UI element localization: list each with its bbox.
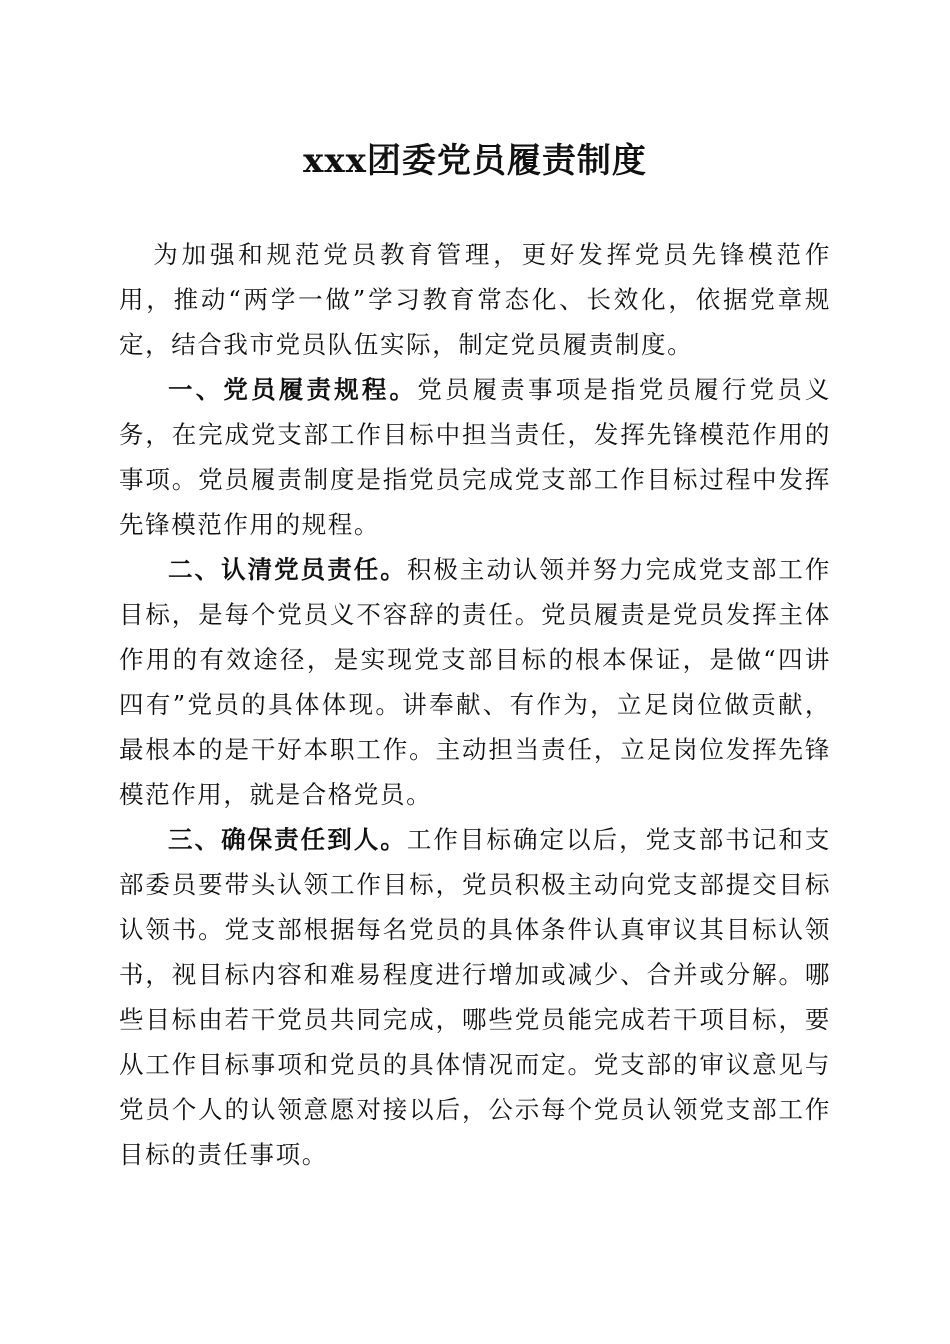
section-2-heading: 二、认清党员责任。 <box>168 555 407 584</box>
section-2-text: 积极主动认领并努力完成党支部工作目标，是每个党员义不容辞的责任。党员履责是党员发挥主体作用的有效途径，是实现党支部目标的根本保证，是做“四讲四有”党员的具体体现。讲奉献、有作为，立足岗位做贡献，最根本的是干好本职工作。主动担当责任，立足岗位发挥先锋模范作用，就是合格党员。 <box>119 555 831 809</box>
section-3-heading: 三、确保责任到人。 <box>168 825 407 854</box>
section-3-paragraph <box>119 817 831 1177</box>
section-2-paragraph <box>119 547 831 817</box>
section-1-text: 党员履责事项是指党员履行党员义务，在完成党支部工作目标中担当责任，发挥先锋模范作用的事项。党员履责制度是指党员完成党支部工作目标过程中发挥先锋模范作用的规程。 <box>119 375 831 539</box>
intro-paragraph: 为加强和规范党员教育管理，更好发挥党员先锋模范作用，推动“两学一做”学习教育常态化、长效化，依据党章规定，结合我市党员队伍实际，制定党员履责制度。 <box>119 240 831 359</box>
document-body <box>119 232 831 1177</box>
section-1-paragraph <box>119 367 831 547</box>
document-title: xxx团委党员履责制度 <box>303 141 647 181</box>
section-1-heading: 一、党员履责规程。 <box>168 375 418 404</box>
section-3-text: 工作目标确定以后，党支部书记和支部委员要带头认领工作目标，党员积极主动向党支部提交目标认领书。党支部根据每名党员的具体条件认真审议其目标认领书，视目标内容和难易程度进行增加或减少、合并或分解。哪些目标由若干党员共同完成，哪些党员能完成若干项目标，要从工作目标事项和党员的具体情况而定。党支部的审议意见与党员个人的认领意愿对接以后，公示每个党员认领党支部工作目标的责任事项。 <box>119 825 831 1169</box>
